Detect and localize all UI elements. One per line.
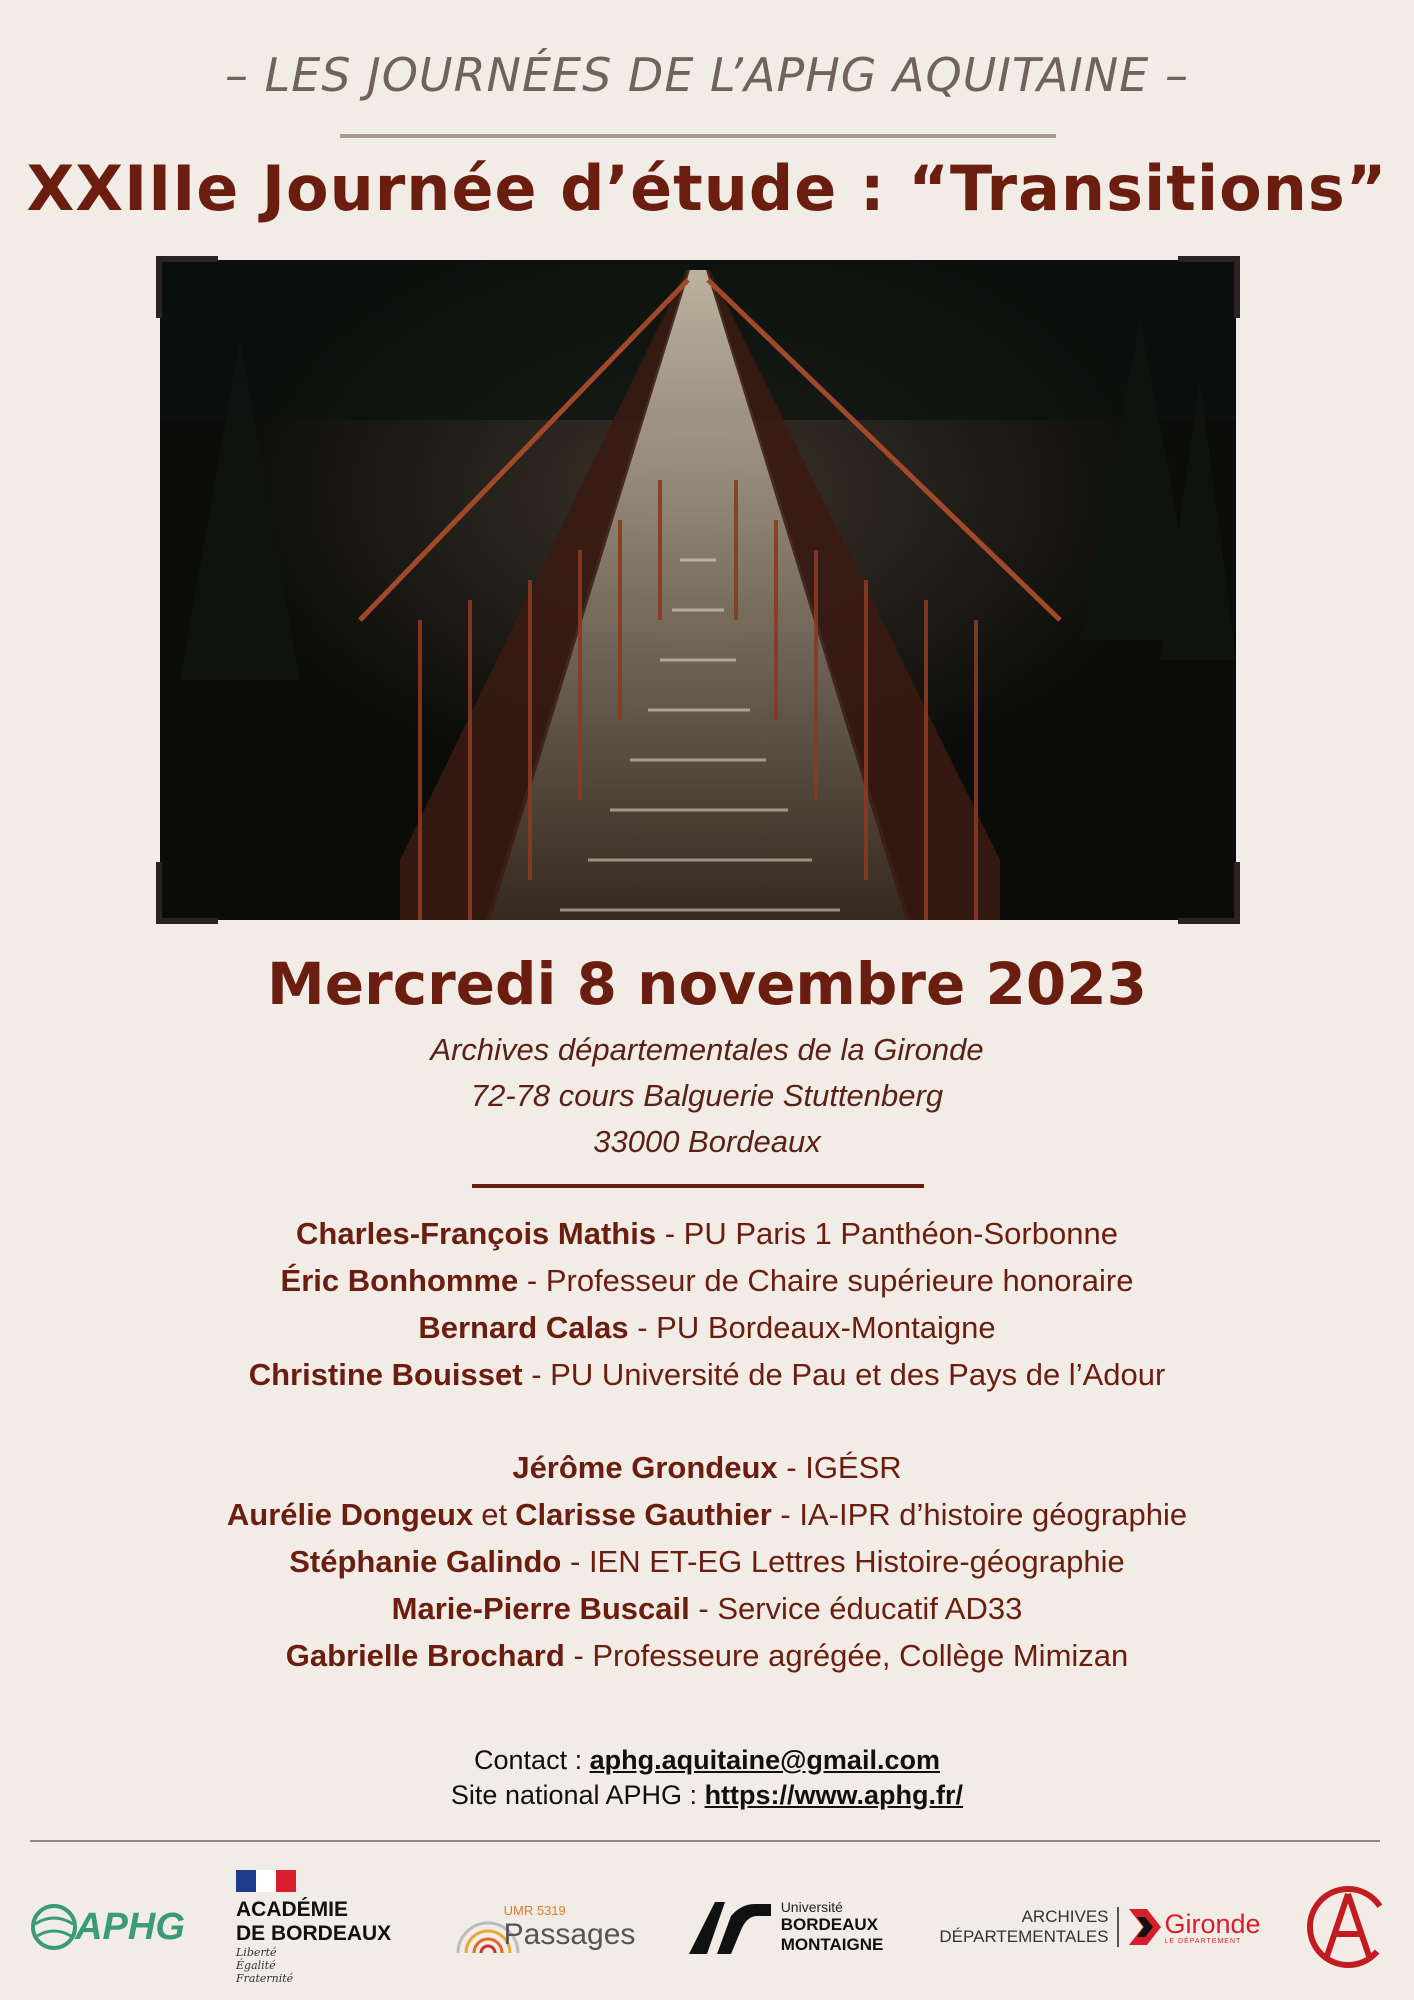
gironde-subtitle: LE DÉPARTEMENT	[1164, 1937, 1242, 1945]
french-flag-icon	[236, 1870, 296, 1892]
motto-liberte: Liberté	[236, 1945, 277, 1959]
header-divider	[340, 134, 1056, 138]
speaker-name: Christine Bouisset	[248, 1357, 523, 1392]
site-url-link[interactable]: https://www.aphg.fr	[704, 1780, 956, 1810]
ubm-line3: MONTAIGNE	[780, 1935, 884, 1954]
speaker-row: Jérôme Grondeux - IGÉSR	[512, 1450, 902, 1485]
academie-line1: ACADÉMIE	[236, 1897, 349, 1921]
venue-line: Archives départementales de la Gironde	[430, 1032, 984, 1067]
speaker-name: Aurélie Dongeux	[226, 1497, 474, 1532]
archives-line1: ARCHIVES	[1021, 1907, 1109, 1926]
bridge-illustration	[160, 260, 1236, 920]
contact-label: Contact :	[474, 1745, 590, 1775]
archives-gironde-logo	[920, 1862, 1280, 1992]
speaker-name: Éric Bonhomme	[280, 1263, 519, 1298]
speaker-name: Jérôme Grondeux	[512, 1450, 778, 1485]
venue-line: 72-78 cours Balguerie Stuttenberg	[470, 1078, 944, 1113]
venue-line: 33000 Bordeaux	[593, 1124, 821, 1159]
speaker-row: Gabrielle Brochard - Professeure agrégée, Collège Mimizan	[285, 1638, 1129, 1673]
motto-fraternite: Fraternité	[236, 1971, 294, 1985]
passages-umr: UMR 5319	[503, 1902, 566, 1918]
contact-email-link[interactable]: aphg.aquitaine@gmail.com	[589, 1745, 940, 1775]
frame-corner	[1178, 256, 1240, 318]
speaker-role: IEN ET-EG Lettres Histoire-géographie	[588, 1544, 1125, 1579]
archives-line2: DÉPARTEMENTALES	[939, 1927, 1109, 1946]
speaker-name: Clarisse Gauthier	[515, 1497, 772, 1532]
hero-image-bridge	[160, 260, 1236, 920]
frame-corner	[1178, 862, 1240, 924]
ubm-line1: Université	[780, 1899, 843, 1915]
speaker-row: Marie-Pierre Buscail - Service éducatif AD33	[391, 1591, 1023, 1626]
passages-name: Passages	[503, 1917, 636, 1951]
site-line	[0, 1780, 1414, 1811]
speaker-row: Charles-François Mathis - PU Paris 1 Panthéon-Sorbonne	[296, 1216, 1118, 1251]
ubm-line2: BORDEAUX	[780, 1915, 878, 1934]
frame-corner	[156, 256, 218, 318]
speaker-role: Professeur de Chaire supérieure honoraire	[545, 1263, 1134, 1298]
ca-emblem-icon	[1305, 1884, 1391, 1970]
page-title: XXIIIe Journée d’étude : “Transitions”	[26, 152, 1388, 225]
site-label: Site national APHG :	[450, 1780, 705, 1810]
speaker-row: Christine Bouisset - PU Université de Pau et des Pays de l’Adour	[248, 1357, 1166, 1392]
contact-line	[0, 1745, 1414, 1776]
speaker-role: PU Université de Pau et des Pays de l’Adour	[550, 1357, 1166, 1392]
speaker-name: Bernard Calas	[418, 1310, 629, 1345]
motto-egalite: Égalité	[236, 1958, 276, 1972]
site-url-suffix[interactable]: /	[955, 1780, 964, 1810]
speaker-row: Éric Bonhomme - Professeur de Chaire supérieure honoraire	[280, 1263, 1134, 1298]
speaker-row: Aurélie Dongeux et Clarisse Gauthier - IA-IPR d’histoire géographie	[226, 1497, 1188, 1532]
speaker-name: Charles-François Mathis	[296, 1216, 657, 1251]
speaker-name: Gabrielle Brochard	[285, 1638, 565, 1673]
speaker-row: Bernard Calas - PU Bordeaux-Montaigne	[418, 1310, 996, 1345]
universite-bordeaux-montaigne-logo	[676, 1862, 892, 1992]
speaker-name: Stéphanie Galindo	[289, 1544, 562, 1579]
ca-emblem-logo	[1300, 1862, 1396, 1992]
globe-icon	[29, 1902, 79, 1952]
speaker-joiner: et	[481, 1497, 508, 1532]
aphg-logo	[22, 1862, 192, 1992]
aphg-wordmark: APHG	[75, 1905, 185, 1948]
academie-line2: DE BORDEAUX	[236, 1921, 392, 1945]
gironde-wordmark: Gironde	[1164, 1908, 1261, 1939]
speaker-role: Service éducatif AD33	[717, 1591, 1023, 1626]
ubm-monogram-icon	[685, 1896, 775, 1958]
speaker-role: PU Paris 1 Panthéon-Sorbonne	[683, 1216, 1118, 1251]
gironde-arrow-icon	[1127, 1907, 1163, 1947]
speaker-role: Professeure agrégée, Collège Mimizan	[592, 1638, 1129, 1673]
footer-divider	[30, 1840, 1380, 1842]
header-kicker: – LES JOURNÉES DE L’APHG AQUITAINE –	[225, 48, 1189, 102]
academie-bordeaux-logo	[236, 1862, 426, 1992]
frame-corner	[156, 862, 218, 924]
passages-logo	[434, 1862, 649, 1992]
event-date: Mercredi 8 novembre 2023	[267, 950, 1147, 1018]
speaker-row: Stéphanie Galindo - IEN ET-EG Lettres Histoire-géographie	[289, 1544, 1125, 1579]
speaker-role: PU Bordeaux-Montaigne	[656, 1310, 996, 1345]
venue-divider	[472, 1184, 924, 1188]
speaker-name: Marie-Pierre Buscail	[391, 1591, 690, 1626]
speaker-role: IGÉSR	[805, 1450, 902, 1485]
speaker-role: IA-IPR d’histoire géographie	[799, 1497, 1188, 1532]
